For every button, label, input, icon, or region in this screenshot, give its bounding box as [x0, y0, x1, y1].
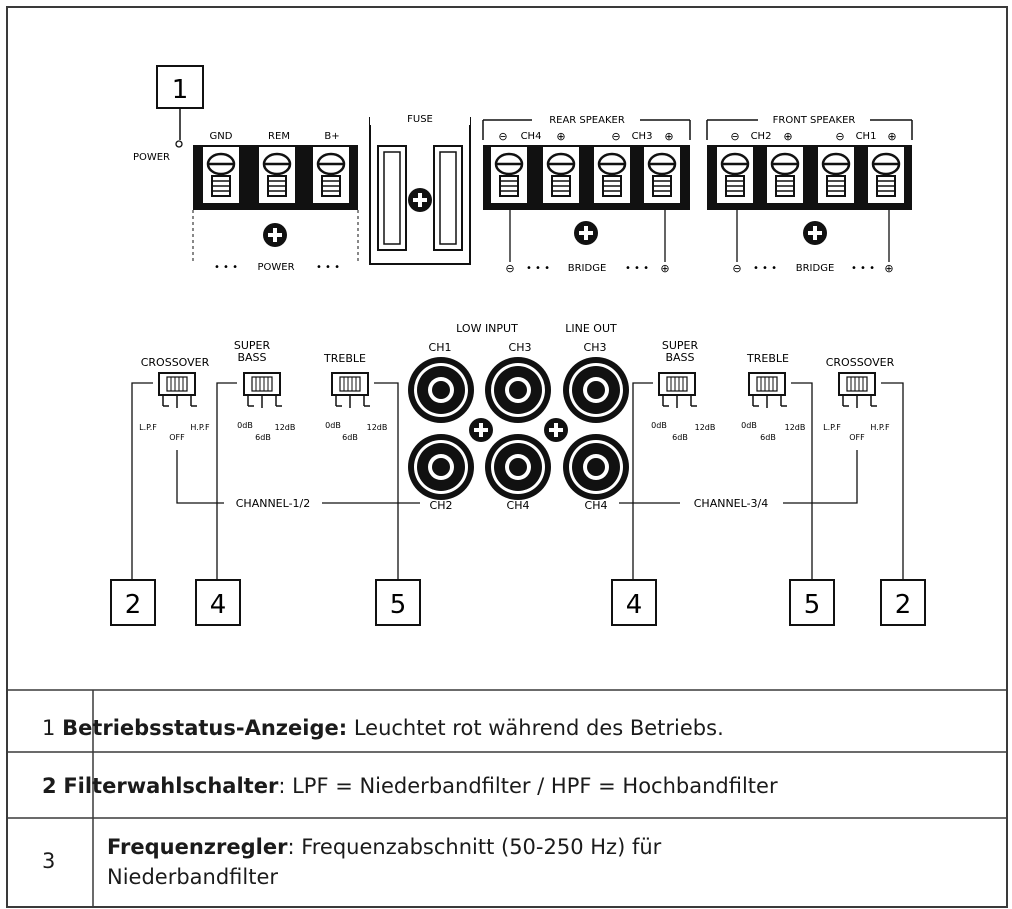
- svg-text:⊕: ⊕: [887, 130, 897, 143]
- rca-ch3-in-label: CH3: [508, 341, 532, 354]
- right-sb-6db: 6dB: [672, 433, 688, 442]
- rca-jack-ch4-out: [563, 434, 629, 500]
- left-sb-6db: 6dB: [255, 433, 271, 442]
- svg-text:⊕: ⊕: [556, 130, 566, 143]
- row3-term: Frequenzregler: [107, 835, 288, 859]
- legend-row-2: [42, 774, 1012, 798]
- rca-ch1-label: CH1: [428, 341, 452, 354]
- rca-ch2-label: CH2: [429, 499, 453, 512]
- left-super-label: SUPER: [233, 339, 271, 352]
- left-crossover-label: CROSSOVER: [140, 356, 210, 369]
- rca-jack-ch1: [408, 357, 474, 423]
- svg-text:⊖: ⊖: [732, 262, 742, 275]
- terminal-label-rem: REM: [268, 131, 290, 142]
- callout-4-right: 4: [625, 590, 643, 620]
- power-led-label: POWER: [132, 152, 170, 163]
- svg-text:• • •: • • •: [850, 263, 876, 274]
- right-lpf-label: L.P.F: [823, 423, 841, 432]
- row1-number: 1: [42, 716, 56, 740]
- rear-bridge-label: BRIDGE: [567, 263, 607, 274]
- svg-text:• • •: • • •: [213, 262, 239, 273]
- terminal-label-bplus: B+: [324, 131, 340, 142]
- channel-34-label: CHANNEL-3/4: [693, 497, 769, 510]
- terminal-label-gnd: GND: [209, 131, 233, 142]
- power-group-label: POWER: [257, 262, 295, 273]
- left-bass-label: BASS: [237, 351, 267, 364]
- svg-text:• • •: • • •: [525, 263, 551, 274]
- right-sb-0db: 0dB: [651, 421, 667, 430]
- svg-text:• • •: • • •: [624, 263, 650, 274]
- svg-text:⊕: ⊕: [783, 130, 793, 143]
- svg-text:• • •: • • •: [752, 263, 778, 274]
- rear-ch3-label: CH3: [631, 131, 653, 142]
- front-speaker-label: FRONT SPEAKER: [772, 115, 856, 126]
- rca-jack-ch3-in: [485, 357, 551, 423]
- left-lpf-label: L.P.F: [139, 423, 157, 432]
- left-off-label: OFF: [169, 433, 185, 442]
- legend-row-3-number: [42, 849, 72, 873]
- left-sb-0db: 0dB: [237, 421, 253, 430]
- callout-5-left: 5: [389, 590, 407, 620]
- svg-text:• • •: • • •: [315, 262, 341, 273]
- svg-text:⊕: ⊕: [664, 130, 674, 143]
- legend-row-3: [107, 832, 987, 892]
- fuse-label: FUSE: [407, 114, 433, 125]
- power-led-icon: [176, 141, 182, 147]
- right-off-label: OFF: [849, 433, 865, 442]
- rear-speaker-label: REAR SPEAKER: [549, 115, 625, 126]
- left-treble-label: TREBLE: [324, 352, 366, 365]
- rca-jack-ch2: [408, 434, 474, 500]
- rca-ch4-in-label: CH4: [506, 499, 530, 512]
- row1-desc: Leuchtet rot während des Betriebs.: [347, 716, 724, 740]
- right-tr-12db: 12dB: [784, 423, 806, 432]
- left-sb-12db: 12dB: [274, 423, 296, 432]
- row2-desc: : LPF = Niederbandfilter / HPF = Hochbandfilter: [278, 774, 778, 798]
- left-tr-0db: 0dB: [325, 421, 341, 430]
- svg-text:⊖: ⊖: [505, 262, 515, 275]
- callout-5-right: 5: [803, 590, 821, 620]
- rca-jack-ch4-in: [485, 434, 551, 500]
- front-bridge-label: BRIDGE: [795, 263, 835, 274]
- right-hpf-label: H.P.F: [870, 423, 890, 432]
- svg-text:⊕: ⊕: [660, 262, 670, 275]
- svg-text:⊖: ⊖: [730, 130, 740, 143]
- rca-ch4-out-label: CH4: [584, 499, 608, 512]
- line-out-label: LINE OUT: [565, 322, 617, 335]
- row1-term: Betriebsstatus-Anzeige:: [62, 716, 348, 740]
- callout-4-left: 4: [209, 590, 227, 620]
- front-ch1-label: CH1: [855, 131, 877, 142]
- rear-ch4-label: CH4: [520, 131, 542, 142]
- rca-ch3-out-label: CH3: [583, 341, 607, 354]
- left-hpf-label: H.P.F: [190, 423, 210, 432]
- svg-text:⊖: ⊖: [611, 130, 621, 143]
- right-tr-6db: 6dB: [760, 433, 776, 442]
- low-input-label: LOW INPUT: [456, 322, 518, 335]
- row2-term: Filterwahlschalter: [63, 774, 279, 798]
- right-bass-label: BASS: [665, 351, 695, 364]
- svg-text:⊖: ⊖: [835, 130, 845, 143]
- rca-jack-ch3-out: [563, 357, 629, 423]
- row3-desc-line2: Niederbandfilter: [107, 865, 279, 889]
- right-crossover-label: CROSSOVER: [825, 356, 895, 369]
- right-treble-label: TREBLE: [747, 352, 789, 365]
- legend-row-1: [42, 716, 1012, 740]
- right-super-label: SUPER: [661, 339, 699, 352]
- row2-number: 2: [42, 774, 57, 798]
- right-tr-0db: 0dB: [741, 421, 757, 430]
- callout-2-right: 2: [894, 590, 912, 620]
- callout-2-left: 2: [124, 590, 142, 620]
- callout-1: 1: [171, 75, 189, 105]
- svg-text:⊕: ⊕: [884, 262, 894, 275]
- left-tr-12db: 12dB: [366, 423, 388, 432]
- right-sb-12db: 12dB: [694, 423, 716, 432]
- row3-desc: : Frequenzabschnitt (50-250 Hz) für: [287, 835, 662, 859]
- row3-number: 3: [42, 849, 56, 873]
- left-tr-6db: 6dB: [342, 433, 358, 442]
- svg-text:⊖: ⊖: [498, 130, 508, 143]
- front-ch2-label: CH2: [750, 131, 772, 142]
- channel-12-label: CHANNEL-1/2: [235, 497, 311, 510]
